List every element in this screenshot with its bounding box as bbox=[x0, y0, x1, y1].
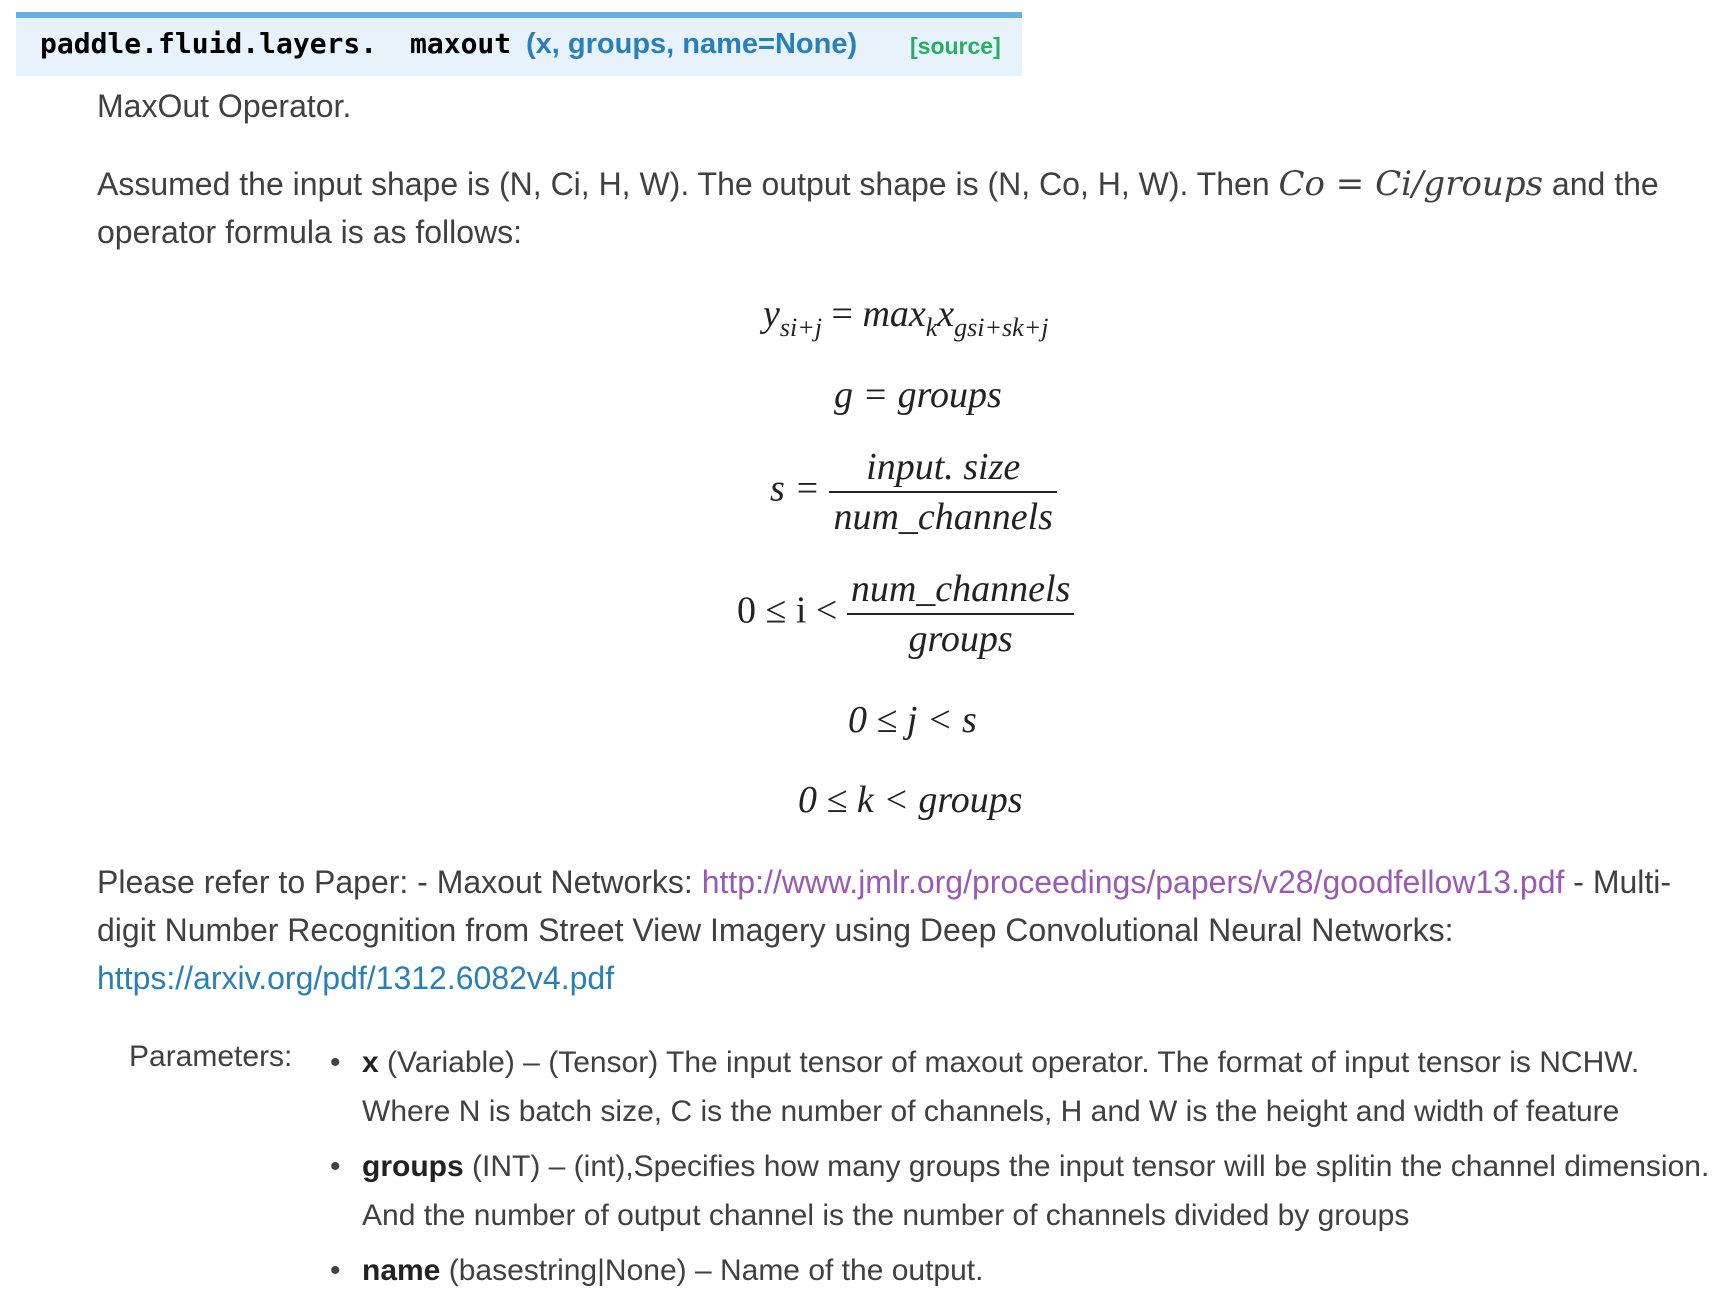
eq1-max: max bbox=[862, 293, 926, 335]
refer-text-before: Please refer to Paper: - Maxout Networks: bbox=[97, 864, 702, 900]
eq1-lhs: y bbox=[763, 293, 780, 335]
bullet-icon: • bbox=[330, 1254, 341, 1287]
maxout-paper-link[interactable]: http://www.jmlr.org/proceedings/papers/v28/goodfellow13.pdf bbox=[701, 864, 1565, 900]
bullet-icon: • bbox=[330, 1150, 341, 1183]
function-signature bbox=[16, 12, 1022, 76]
parameters-label: Parameters: bbox=[129, 1040, 293, 1073]
equation-i-range bbox=[737, 565, 1074, 663]
eq3-numerator: input. size bbox=[829, 443, 1057, 493]
parameters-list bbox=[330, 1038, 1720, 1301]
shape-text-before: Assumed the input shape is (N, Ci, H, W). The output shape is (N, Co, H, W). Then bbox=[97, 166, 1279, 202]
list-item bbox=[330, 1038, 1720, 1136]
refer-paragraph bbox=[97, 858, 1717, 1002]
shape-text-after: and the operator formula is as follows: bbox=[97, 166, 1659, 250]
source-link[interactable]: [source] bbox=[910, 33, 1001, 59]
equation-groups: g = groups bbox=[834, 374, 1002, 416]
refer-text-middle: - Multi-digit Number Recognition from Street View Imagery using Deep Convolutional Neural Networks: bbox=[97, 864, 1672, 948]
eq1-lhs-sub: si+j bbox=[779, 313, 822, 342]
eq3-lhs: s = bbox=[770, 467, 830, 510]
eq1-x-sub: gsi+sk+j bbox=[954, 313, 1049, 342]
eq3-denominator: num_channels bbox=[833, 496, 1053, 538]
equation-k-range: 0 ≤ k < groups bbox=[798, 779, 1023, 821]
eq4-lhs: 0 ≤ i < bbox=[737, 589, 847, 632]
eq1-x: x bbox=[937, 293, 955, 335]
param-desc: (INT) – (int),Specifies how many groups the input tensor will be splitin the channel dimension. And the number of output channel is the number of channels divided by groups bbox=[362, 1150, 1710, 1232]
param-desc: (basestring|None) – Name of the output. bbox=[440, 1254, 984, 1287]
param-desc: (Variable) – (Tensor) The input tensor of maxout operator. The format of input tensor is NCHW. Where N is batch size, C is the number of channels, H and W is the height and width of feature bbox=[362, 1046, 1640, 1128]
bullet-icon: • bbox=[330, 1046, 341, 1079]
eq4-fraction bbox=[847, 565, 1075, 663]
param-name: name bbox=[362, 1254, 441, 1287]
eq1-max-sub: k bbox=[925, 313, 938, 342]
list-item bbox=[330, 1142, 1720, 1240]
eq4-numerator: num_channels bbox=[847, 565, 1075, 615]
eq3-fraction bbox=[829, 443, 1057, 541]
equation-j-range: 0 ≤ j < s bbox=[848, 699, 977, 741]
param-name: x bbox=[362, 1046, 379, 1079]
eq4-denominator: groups bbox=[908, 618, 1013, 660]
equation-maxout bbox=[763, 292, 1049, 343]
signature-function-name: maxout bbox=[410, 27, 512, 60]
equation-s bbox=[770, 443, 1057, 541]
shape-inline-math: Co = Ci/groups bbox=[1278, 164, 1544, 204]
shape-paragraph bbox=[97, 160, 1717, 256]
param-name: groups bbox=[362, 1150, 464, 1183]
signature-params: (x, groups, name=None) bbox=[526, 28, 858, 60]
list-item bbox=[330, 1246, 1720, 1295]
signature-module-path: paddle.fluid.layers. bbox=[40, 27, 378, 60]
eq1-op: = bbox=[822, 293, 863, 335]
arxiv-paper-link[interactable]: https://arxiv.org/pdf/1312.6082v4.pdf bbox=[97, 960, 615, 996]
intro-paragraph: MaxOut Operator. bbox=[97, 88, 352, 124]
